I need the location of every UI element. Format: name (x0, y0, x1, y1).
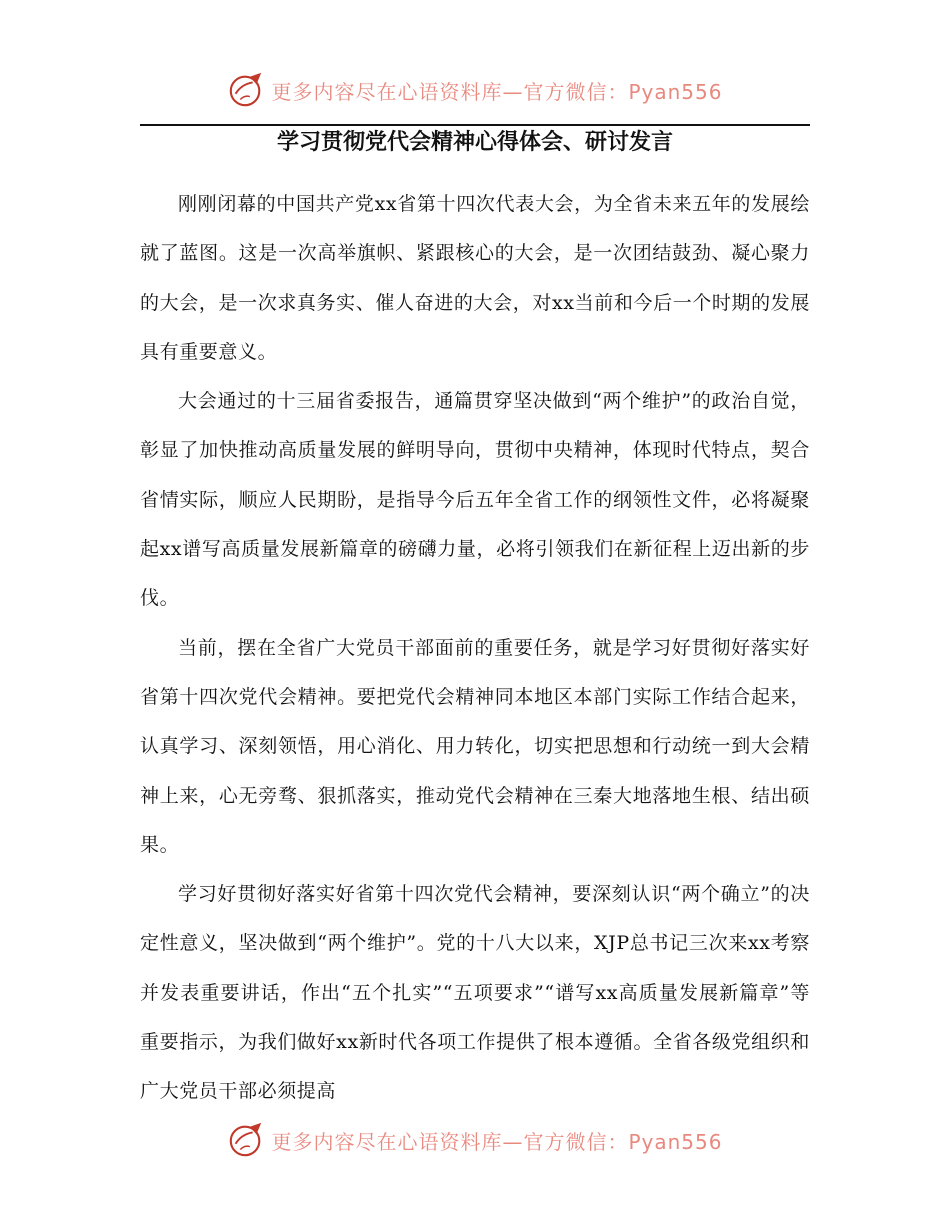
pen-logo-icon (227, 71, 265, 109)
paragraph-2: 大会通过的十三届省委报告，通篇贯穿坚决做到“两个维护”的政治自觉，彰显了加快推动高质量发展的鲜明导向，贯彻中央精神，体现时代特点，契合省情实际，顺应人民期盼，是指导今后五年全省工作的纲领性文件，必将凝聚起xx谱写高质量发展新篇章的磅礴力量，必将引领我们在新征程上迈出新的步伐。 (140, 390, 810, 610)
paragraph-3: 当前，摆在全省广大党员干部面前的重要任务，就是学习好贯彻好落实好省第十四次党代会精神。要把党代会精神同本地区本部门实际工作结合起来，认真学习、深刻领悟，用心消化、用力转化，切实把思想和行动统一到大会精神上来，心无旁骛、狠抓落实，推动党代会精神在三秦大地落地生根、结出硕果。 (140, 636, 810, 856)
pen-logo-icon (227, 1121, 265, 1159)
header-banner (0, 70, 950, 110)
document-title: 学习贯彻党代会精神心得体会、研讨发言 (276, 130, 673, 155)
header-rule (140, 124, 810, 126)
footer-banner (0, 1120, 950, 1160)
paragraph-1: 刚刚闭幕的中国共产党xx省第十四次代表大会，为全省未来五年的发展绘就了蓝图。这是一次高举旗帜、紧跟核心的大会，是一次团结鼓劲、凝心聚力的大会，是一次求真务实、催人奋进的大会，对xx当前和今后一个时期的发展具有重要意义。 (140, 193, 810, 363)
document-body (140, 180, 810, 1117)
paragraph-4: 学习好贯彻好落实好省第十四次党代会精神，要深刻认识“两个确立”的决定性意义，坚决做到“两个维护”。党的十八大以来，XJP总书记三次来xx考察并发表重要讲话，作出“五个扎实”“五项要求”“谱写xx高质量发展新篇章”等重要指示，为我们做好xx新时代各项工作提供了根本遵循。全省各级党组织和广大党员干部必须提高 (140, 883, 810, 1103)
banner-text: 更多内容尽在心语资料库—官方微信：Pyan556 (271, 79, 723, 104)
banner-text: 更多内容尽在心语资料库—官方微信：Pyan556 (271, 1129, 723, 1154)
